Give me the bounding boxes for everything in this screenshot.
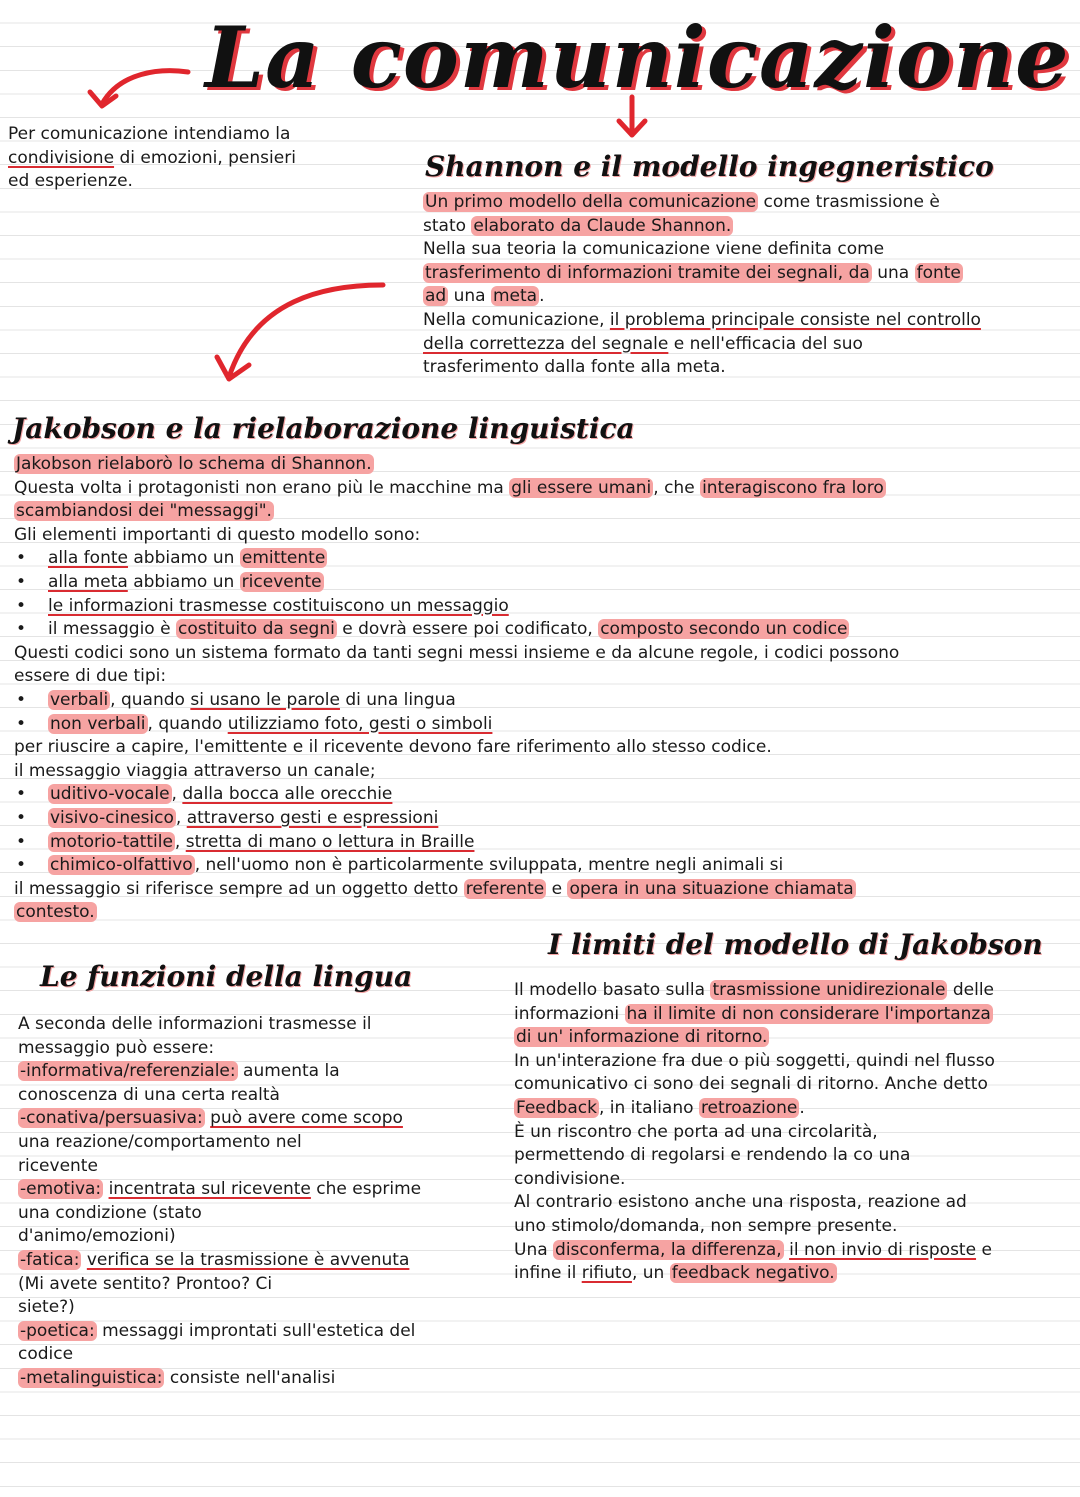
funzioni-heading: Le funzioni della lingua bbox=[40, 960, 413, 993]
text-segment: Nella sua teoria la comunicazione viene definita come bbox=[423, 239, 885, 260]
text-segment: d'animo/emozioni) bbox=[18, 1226, 176, 1247]
text-segment: il messaggio viaggia attraverso un canale; bbox=[14, 760, 376, 781]
page-title: La comunicazione bbox=[205, 8, 1070, 107]
limiti-heading: I limiti del modello di Jakobson bbox=[548, 928, 1043, 961]
text-segment: e bbox=[976, 1239, 992, 1260]
text-segment: A seconda delle informazioni trasmesse il bbox=[18, 1014, 372, 1034]
arrow-down-icon bbox=[615, 95, 655, 145]
text-segment: ricevente bbox=[241, 571, 322, 592]
text-segment: , quando bbox=[110, 689, 191, 710]
text-segment: come trasmissione è bbox=[758, 192, 940, 212]
text-segment: motorio-tattile bbox=[50, 831, 173, 852]
text-segment: retroazione bbox=[700, 1097, 798, 1118]
text-segment: Il modello basato sulla bbox=[514, 980, 711, 1000]
text-segment: ad bbox=[425, 286, 447, 307]
text-segment: e nell'efficacia del suo bbox=[668, 333, 863, 354]
text-segment: non verbali bbox=[50, 713, 146, 734]
text-segment: il non invio di risposte bbox=[789, 1239, 977, 1260]
text-segment: fonte bbox=[916, 262, 961, 283]
text-segment: -conativa/persuasiva: bbox=[20, 1108, 203, 1129]
text-segment: -informativa/referenziale: bbox=[20, 1061, 236, 1082]
text-segment: elaborato da Claude Shannon. bbox=[473, 215, 732, 236]
text-segment: -fatica: bbox=[20, 1249, 80, 1270]
text-segment: trasferimento di informazioni tramite dei segnali, da bbox=[425, 262, 870, 283]
text-segment: si usano le parole bbox=[190, 689, 340, 710]
text-segment: Jakobson rielaborò lo schema di Shannon. bbox=[16, 454, 372, 474]
text-segment: Gli elementi importanti di questo modello sono: bbox=[14, 524, 421, 545]
text-segment: permettendo di regolarsi e rendendo la co una bbox=[514, 1145, 911, 1166]
text-segment: e dovrà essere poi codificato, bbox=[336, 619, 599, 640]
text-segment: trasferimento dalla fonte alla meta. bbox=[423, 357, 726, 378]
text-segment: di un' informazione di ritorno. bbox=[516, 1027, 768, 1048]
text-segment: rifiuto bbox=[581, 1263, 632, 1284]
list-item: • motorio-tattile , stretta di mano o lettura in Braille bbox=[16, 831, 475, 852]
list-item: • alla fonte abbiamo un emittente bbox=[16, 548, 326, 569]
list-item: • non verbali , quando utilizziamo foto, gesti o simboli bbox=[16, 713, 493, 734]
text-segment: che esprime bbox=[310, 1179, 422, 1200]
text-segment: il messaggio è bbox=[48, 619, 176, 640]
text-segment: -metalinguistica: bbox=[20, 1367, 163, 1388]
text-segment: . bbox=[799, 1097, 805, 1118]
text-segment: interagiscono fra loro bbox=[702, 477, 884, 498]
text-segment: , in italiano bbox=[598, 1097, 699, 1118]
text-segment: Questi codici sono un sistema formato da tanti segni messi insieme e da alcune regole, i codici possono bbox=[14, 642, 900, 663]
text-segment: È un riscontro che porta ad una circolarità, bbox=[514, 1121, 878, 1142]
text-segment: In un'interazione fra due o più soggetti, quindi nel flusso bbox=[514, 1050, 995, 1071]
shannon-text bbox=[423, 191, 981, 380]
text-segment: una bbox=[871, 262, 915, 283]
text-segment: informazioni bbox=[514, 1003, 625, 1024]
text-segment: disconferma, la differenza, bbox=[555, 1239, 782, 1260]
text-segment: una condizione (stato bbox=[18, 1202, 202, 1223]
text-segment: -poetica: bbox=[20, 1320, 95, 1341]
text-segment: stato bbox=[423, 215, 472, 236]
text-segment: chimico-olfattivo bbox=[50, 855, 193, 876]
text-segment: aumenta la bbox=[237, 1061, 340, 1082]
text-segment: Per comunicazione intendiamo la bbox=[8, 124, 291, 144]
text-segment: , bbox=[175, 807, 187, 828]
text-segment: siete?) bbox=[18, 1297, 75, 1318]
text-segment: condivisione bbox=[8, 147, 115, 168]
text-segment: , bbox=[171, 784, 183, 805]
text-segment: composto secondo un codice bbox=[600, 619, 848, 640]
text-segment: Un primo modello della comunicazione bbox=[425, 192, 757, 212]
text-segment: visivo-cinesico bbox=[50, 807, 174, 828]
text-segment: infine il bbox=[514, 1263, 582, 1284]
text-segment: incentrata sul ricevente bbox=[108, 1179, 311, 1200]
list-item: • uditivo-vocale , dalla bocca alle orecchie bbox=[16, 784, 393, 805]
text-segment: può avere come scopo bbox=[210, 1108, 403, 1129]
text-segment: le informazioni trasmesse costituiscono un messaggio bbox=[48, 595, 509, 616]
list-item: • verbali , quando si usano le parole di una lingua bbox=[16, 689, 456, 710]
list-item: • il messaggio è costituito da segni e dovrà essere poi codificato, composto secondo un codice bbox=[16, 619, 848, 640]
shannon-heading: Shannon e il modello ingegneristico bbox=[425, 150, 994, 183]
text-segment: abbiamo un bbox=[127, 571, 240, 592]
text-segment: il problema principale consiste nel controllo bbox=[609, 309, 981, 330]
text-segment: messaggio può essere: bbox=[18, 1037, 215, 1058]
jakobson-text bbox=[14, 453, 899, 925]
text-segment: -emotiva: bbox=[20, 1179, 102, 1200]
list-item: • le informazioni trasmesse costituiscono un messaggio bbox=[16, 595, 509, 616]
text-segment: alla meta bbox=[48, 571, 128, 592]
text-segment: il messaggio si riferisce sempre ad un oggetto detto bbox=[14, 878, 464, 899]
text-segment: una bbox=[448, 286, 491, 307]
text-segment: contesto. bbox=[16, 902, 95, 923]
text-segment: , quando bbox=[147, 713, 228, 734]
funzioni-text bbox=[18, 1013, 421, 1391]
text-segment: di emozioni, pensieri bbox=[114, 147, 296, 168]
text-segment: delle bbox=[947, 980, 995, 1000]
text-segment: di una lingua bbox=[339, 689, 456, 710]
text-segment: Feedback bbox=[516, 1097, 597, 1118]
text-segment: Questa volta i protagonisti non erano più le macchine ma bbox=[14, 477, 510, 498]
text-segment: feedback negativo. bbox=[671, 1263, 835, 1284]
text-segment: dalla bocca alle orecchie bbox=[182, 784, 393, 805]
text-segment: condivisione. bbox=[514, 1168, 626, 1189]
arrow-left-icon bbox=[80, 60, 210, 120]
text-segment: comunicativo ci sono dei segnali di ritorno. Anche detto bbox=[514, 1074, 988, 1095]
text-segment: per riuscire a capire, l'emittente e il ricevente devono fare riferimento allo stesso codice. bbox=[14, 737, 772, 758]
text-segment: conoscenza di una certa realtà bbox=[18, 1084, 280, 1105]
text-segment: messaggi improntati sull'estetica del bbox=[96, 1320, 416, 1341]
text-segment: consiste nell'analisi bbox=[164, 1367, 336, 1388]
limiti-text bbox=[514, 979, 995, 1286]
text-segment: gli essere umani bbox=[511, 477, 652, 498]
text-segment: attraverso gesti e espressioni bbox=[186, 807, 439, 828]
text-segment: (Mi avete sentito? Prontoo? Ci bbox=[18, 1273, 273, 1294]
text-segment: uditivo-vocale bbox=[50, 784, 170, 805]
jakobson-heading: Jakobson e la rielaborazione linguistica bbox=[12, 412, 635, 445]
text-segment: . bbox=[539, 286, 545, 307]
text-segment: una reazione/comportamento nel bbox=[18, 1131, 302, 1152]
list-item: • alla meta abbiamo un ricevente bbox=[16, 571, 322, 592]
text-segment: della correttezza del segnale bbox=[423, 333, 669, 354]
text-segment: opera in una situazione chiamata bbox=[569, 878, 854, 899]
text-segment: verifica se la trasmissione è avvenuta bbox=[86, 1249, 410, 1270]
text-segment: verbali bbox=[50, 689, 109, 710]
text-segment: ha il limite di non considerare l'importanza bbox=[626, 1003, 991, 1024]
text-segment: referente bbox=[465, 878, 545, 899]
text-segment: ricevente bbox=[18, 1155, 98, 1176]
text-segment: costituito da segni bbox=[177, 619, 335, 640]
text-segment: trasmissione unidirezionale bbox=[712, 980, 946, 1000]
text-segment: scambiandosi dei "messaggi". bbox=[16, 501, 272, 522]
text-segment: codice bbox=[18, 1344, 74, 1365]
text-segment: abbiamo un bbox=[127, 548, 240, 569]
text-segment: e bbox=[546, 878, 568, 899]
list-item: • chimico-olfattivo , nell'uomo non è particolarmente sviluppata, mentre negli animali si bbox=[16, 855, 784, 876]
text-segment: uno stimolo/domanda, non sempre presente. bbox=[514, 1215, 898, 1236]
text-segment: essere di due tipi: bbox=[14, 666, 167, 687]
text-segment: meta bbox=[493, 286, 538, 307]
text-segment: alla fonte bbox=[48, 548, 128, 569]
list-item: • visivo-cinesico , attraverso gesti e espressioni bbox=[16, 807, 439, 828]
text-segment: , che bbox=[653, 477, 701, 498]
text-segment: utilizziamo foto, gesti o simboli bbox=[227, 713, 493, 734]
arrow-curve-icon bbox=[215, 275, 400, 390]
text-segment: Al contrario esistono anche una risposta, reazione ad bbox=[514, 1192, 967, 1213]
text-segment: , nell'uomo non è particolarmente sviluppata, mentre negli animali si bbox=[194, 855, 784, 876]
text-segment: emittente bbox=[241, 548, 326, 569]
text-segment: stretta di mano o lettura in Braille bbox=[185, 831, 475, 852]
text-segment: , un bbox=[631, 1263, 670, 1284]
text-segment: ed esperienze. bbox=[8, 171, 133, 192]
intro-text bbox=[8, 123, 296, 194]
text-segment: Una bbox=[514, 1239, 554, 1260]
text-segment: , bbox=[174, 831, 186, 852]
text-segment: Nella comunicazione, bbox=[423, 309, 610, 330]
